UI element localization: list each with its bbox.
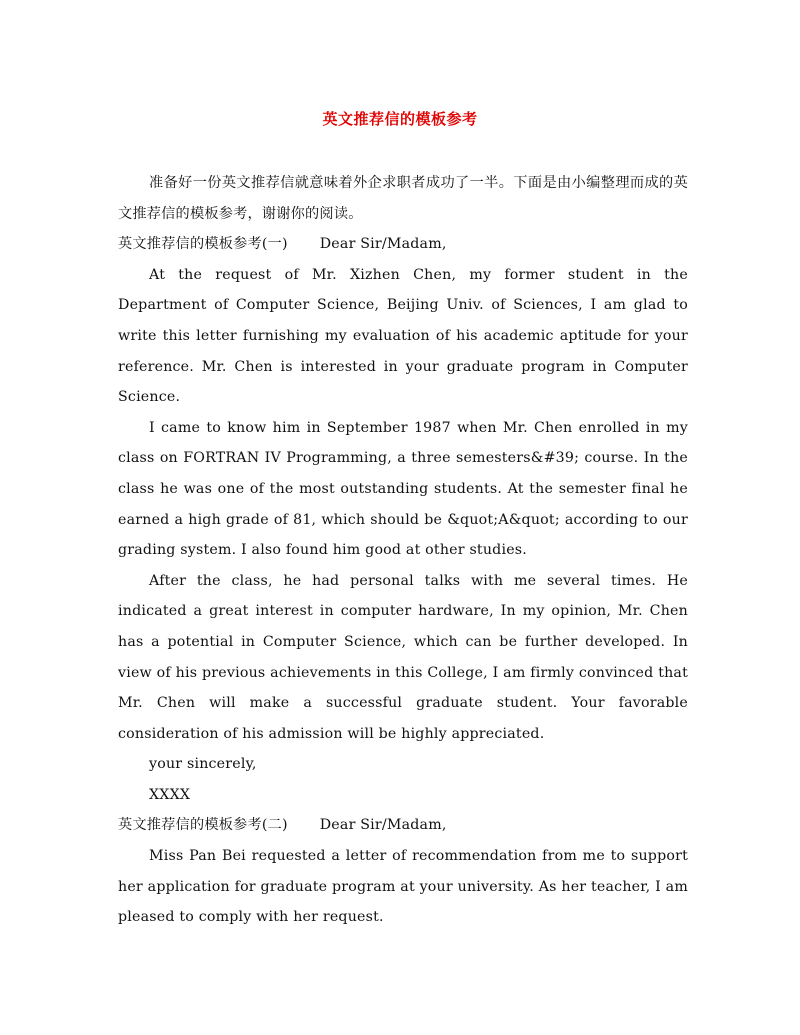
section-1-closing: your sincerely, <box>149 756 257 773</box>
document-title: 英文推荐信的模板参考 <box>322 110 478 128</box>
document-body <box>118 168 688 933</box>
intro-paragraph: 准备好一份英文推荐信就意味着外企求职者成功了一半。下面是由小编整理而成的英文推荐信的模板参考，谢谢你的阅读。 <box>118 175 688 222</box>
section-1-paragraph-1: At the request of Mr. Xizhen Chen, my former student in the Department of Computer Science, Beijing Univ. of Sciences, I am glad to write this letter furnishing my evaluation of his academic aptitude for your reference. Mr. Chen is interested in your graduate program in Computer Science. <box>118 266 688 406</box>
section-1-heading-line <box>118 229 688 260</box>
section-2-greeting: Dear Sir/Madam, <box>319 817 447 834</box>
section-1-paragraph-2: I came to know him in September 1987 when Mr. Chen enrolled in my class on FORTRAN IV Programming, a three semesters&#39; course. In the class he was one of the most outstanding students. At the semester final he earned a high grade of 81, which should be &quot;A&quot; according to our grading system. I also found him good at other studies. <box>118 419 688 559</box>
section-1-signature: XXXX <box>149 786 191 803</box>
section-1-greeting: Dear Sir/Madam, <box>319 236 447 253</box>
section-2-heading: 英文推荐信的模板参考(二) <box>118 817 288 834</box>
section-1-paragraph-3: After the class, he had personal talks with me several times. He indicated a great interest in computer hardware, In my opinion, Mr. Chen has a potential in Computer Science, which can be further developed. In view of his previous achievements in this College, I am firmly convinced that Mr. Chen will make a successful graduate student. Your favorable consideration of his admission will be highly appreciated. <box>118 572 688 742</box>
section-1-heading: 英文推荐信的模板参考(一) <box>118 236 288 253</box>
section-2-paragraph-1: Miss Pan Bei requested a letter of recommendation from me to support her application for graduate program at your university. As her teacher, I am pleased to comply with her request. <box>118 848 688 926</box>
section-2-heading-line <box>118 810 688 841</box>
